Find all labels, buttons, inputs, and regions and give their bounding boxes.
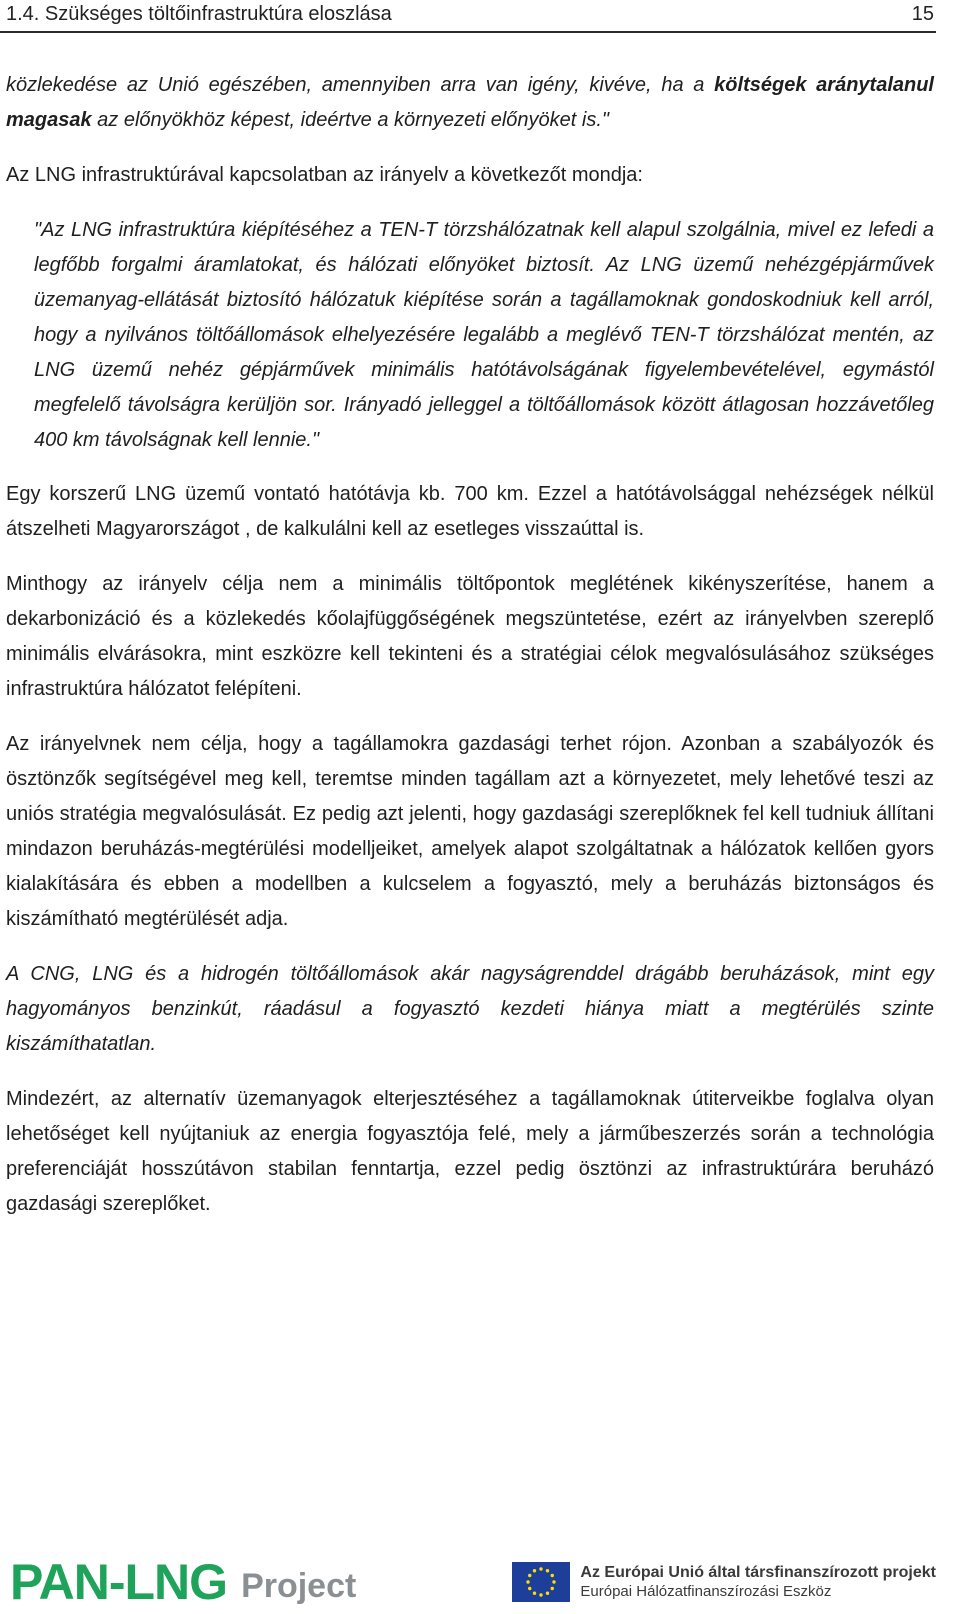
section-title: 1.4. Szükséges töltőinfrastruktúra eloszlása — [6, 2, 392, 25]
header-divider — [0, 31, 936, 33]
block-quote-lng: "Az LNG infrastruktúra kiépítéséhez a TEN-T törzshálózatnak kell alapul szolgálnia, mivel ez lefedi a legfőbb forgalmi áramlatokat, és hálózati előnyöket biztosít. Az LNG üzemű nehézgépjárművek üzemanyag-ellátását biztosító hálózatuk kiépítése során a tagállamoknak gondoskodniuk kell arról, hogy a nyilvános töltőállomások elhelyezésére legalább a meglévő TEN-T törzshálózat mentén, az LNG üzemű nehéz gépjárművek minimális hatótávolságának figyelembevételével, egymástól megfelelő távolságra kerüljön sor. Irányadó jelleggel a töltőállomások között átlagosan hozzávetőleg 400 km távolságnak kell lennie." — [34, 219, 934, 451]
paragraph-range: Egy korszerű LNG üzemű vontató hatótávja kb. 700 km. Ezzel a hatótávolsággal nehézségek nélkül átszelheti Magyarországot , de kalkulálni kell az esetleges visszaúttal is. — [6, 483, 934, 540]
quote-continuation-text: közlekedése az Unió egészében, amennyiben arra van igény, kivéve, ha a — [6, 74, 715, 96]
eu-funding-line2: Európai Hálózatfinanszírozási Eszköz — [580, 1582, 832, 1600]
eu-star — [527, 1580, 530, 1583]
eu-star — [528, 1587, 531, 1590]
eu-star — [540, 1593, 543, 1596]
logo-subtitle: Project — [241, 1567, 357, 1605]
eu-star — [553, 1580, 556, 1583]
paragraph-economic-burden: Az irányelvnek nem célja, hogy a tagállamokra gazdasági terhet rójon. Azonban a szabályozók és ösztönzők segítségével meg kell, teremtse minden tagállam azt a környezetet, mely lehetővé teszi az uniós stratégia megvalósulását. Ez pedig azt jelenti, hogy gazdasági szereplőknek fel kell tudniuk állítani mindazon beruházás-megtérülési modelljeiket, amelyek alapot szolgáltatnak a hálózatok kellően gyors kialakítására és ebben a modellben a kulcselem a fogyasztó, mely a beruházás biztonságos és kiszámítható megtérülését adja. — [6, 733, 934, 930]
paragraph-lng-intro: Az LNG infrastruktúrával kapcsolatban az irányelv a következőt mondja: — [6, 164, 643, 186]
eu-star — [546, 1569, 549, 1572]
eu-star — [546, 1592, 549, 1595]
eu-funding-text — [580, 1563, 936, 1600]
running-header — [6, 0, 934, 28]
bold-phrase: költségek aránytalanul magasak — [6, 74, 934, 131]
page-footer — [10, 1552, 936, 1612]
paragraph-quote-continuation — [6, 68, 934, 138]
paragraph-station-costs: A CNG, LNG és a hidrogén töltőállomások akár nagyságrenddel drágább beruházások, mint egy hagyományos benzinkút, ráadásul a fogyasztó kezdeti hiánya miatt a megtérülés szinte kiszámíthatatlan. — [6, 963, 934, 1055]
page-number: 15 — [911, 2, 934, 25]
document-body — [6, 68, 934, 1242]
eu-star — [533, 1592, 536, 1595]
eu-star — [551, 1587, 554, 1590]
eu-star — [551, 1574, 554, 1577]
eu-funding-line1: Az Európai Unió által társfinanszírozott projekt — [580, 1564, 936, 1582]
eu-funding-notice — [512, 1562, 936, 1602]
paragraph-directive-goal: Minthogy az irányelv célja nem a minimális töltőpontok meglétének kikényszerítése, hanem a dekarbonizáció és a közlekedés kőolajfüggőségének megszüntetése, ezért az irányelvben szereplő minimális elvárásokra, mint eszközre kell tekinteni és a stratégiai célok megvalósulásához szükséges infrastruktúra hálózatot felépíteni. — [6, 573, 934, 700]
eu-star — [540, 1567, 543, 1570]
quote-continuation-end: az előnyökhöz képest, ideértve a környezeti előnyöket is." — [91, 109, 610, 131]
eu-star — [528, 1574, 531, 1577]
paragraph-conclusion: Mindezért, az alternatív üzemanyagok elterjesztéséhez a tagállamoknak útiterveikbe foglalva olyan lehetőséget kell nyújtaniuk az energia fogyasztója felé, mely a járműbeszerzés során a technológia preferenciáját hosszútávon stabilan fenntartja, ezzel pedig ösztönzi az infrastruktúrára beruházó gazdasági szereplőket. — [6, 1088, 934, 1215]
logo-wordmark: PAN-LNG — [10, 1554, 228, 1610]
eu-flag-icon — [512, 1562, 570, 1602]
pan-lng-logo — [10, 1554, 357, 1610]
eu-star — [533, 1569, 536, 1572]
